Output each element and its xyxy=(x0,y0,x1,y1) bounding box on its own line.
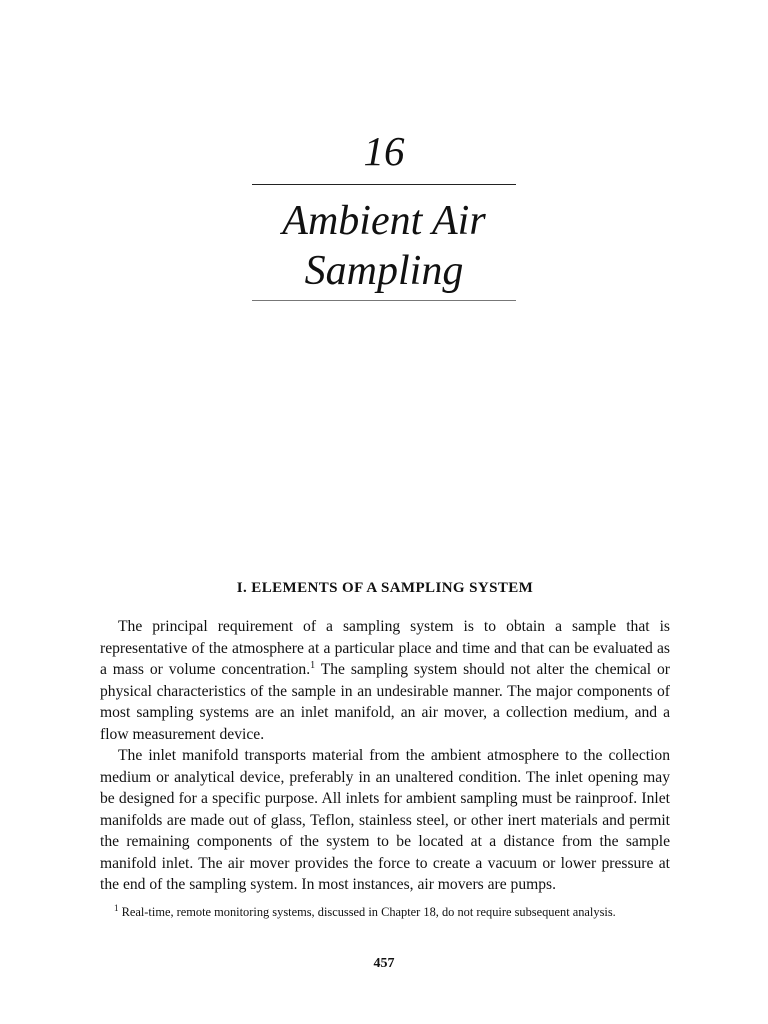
paragraph-1-part-1: The principal requirement of a sampling system is to obtain a sample that is representative of the atmosphere at a particular place and time and that can be evaluated as a mass or volume concentration. xyxy=(100,618,670,678)
title-rule-bottom xyxy=(252,300,516,301)
chapter-title-line-2: Sampling xyxy=(304,248,464,294)
section-heading: I. ELEMENTS OF A SAMPLING SYSTEM xyxy=(236,580,534,596)
title-rule-top xyxy=(252,184,516,185)
footnote-text: Real-time, remote monitoring systems, discussed in Chapter 18, do not require subsequent analysis. xyxy=(118,905,616,919)
body-text xyxy=(100,616,670,896)
footnote xyxy=(100,904,672,921)
page-number: 457 xyxy=(373,956,395,971)
paragraph-2: The inlet manifold transports material from the ambient atmosphere to the collection medium or analytical device, preferably in an unaltered condition. The inlet opening may be designed for a specific purpose. All inlets for ambient sampling must be rainproof. Inlet manifolds are made out of glass, Teflon, stainless steel, or other inert materials and permit the remaining components of the system to be located at a distance from the sample manifold inlet. The air mover provides the force to create a vacuum or lower pressure at the end of the sampling system. In most instances, air movers are pumps. xyxy=(100,747,670,893)
footnote-marker: 1 xyxy=(114,903,119,913)
paragraph-1 xyxy=(100,616,670,745)
footnote-reference: 1 xyxy=(310,660,316,671)
chapter-title-line-1: Ambient Air xyxy=(282,198,486,244)
paragraph-1-part-2: The sampling system should not alter the chemical or physical characteristics of the sample in an undesirable manner. The major components of most sampling systems are an inlet manifold, an air mover, a collection medium, and a flow measurement device. xyxy=(100,661,670,743)
chapter-title xyxy=(232,196,536,296)
chapter-number: 16 xyxy=(363,128,405,174)
